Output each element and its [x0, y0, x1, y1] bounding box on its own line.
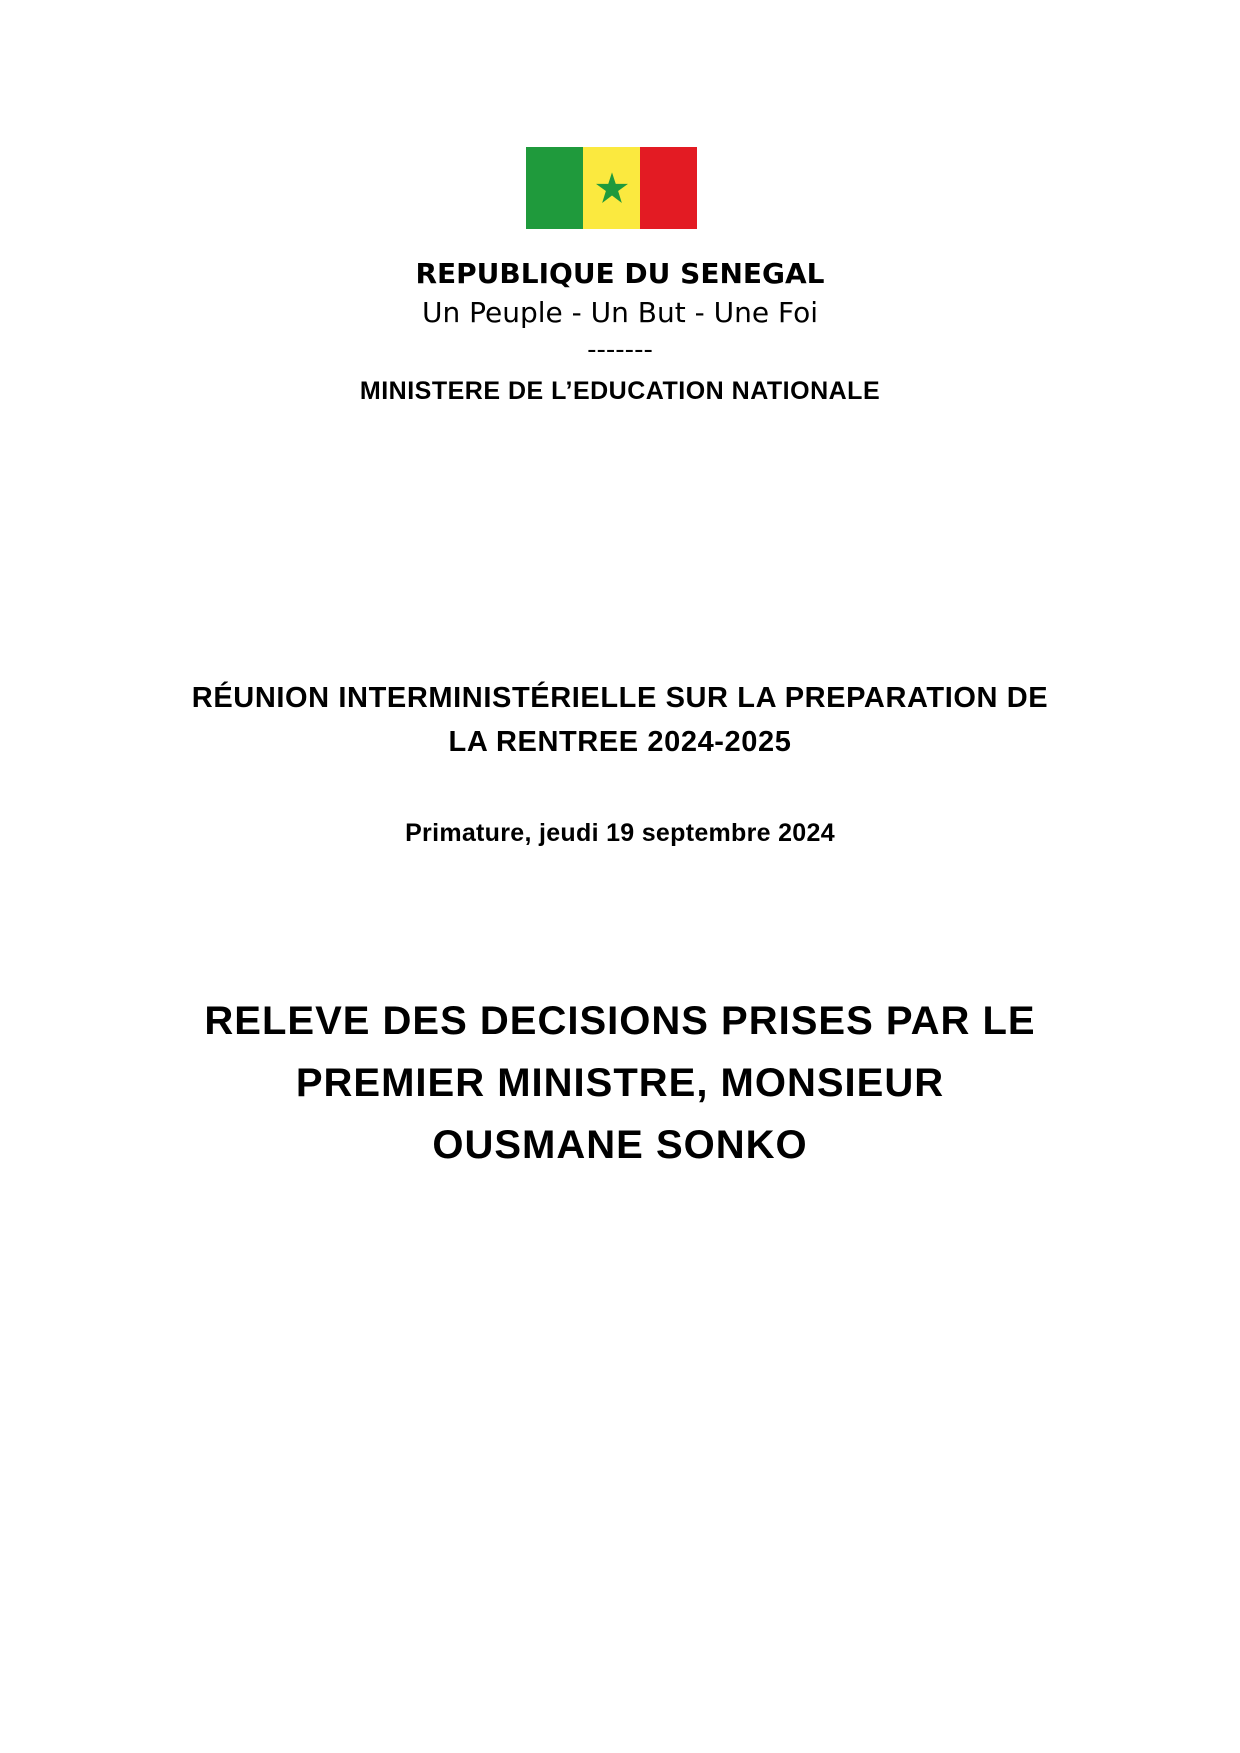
national-motto: Un Peuple - Un But - Une Foi [421, 296, 819, 329]
document-title [0, 990, 1240, 1176]
meeting-title [0, 676, 1240, 764]
flag-red-band [640, 147, 697, 229]
document-title-line-2: PREMIER MINISTRE, MONSIEUR [295, 1061, 945, 1105]
senegal-flag-icon [526, 147, 697, 229]
star-icon [595, 171, 629, 205]
ministry-name: MINISTERE DE L’EDUCATION NATIONALE [359, 377, 881, 405]
country-name: REPUBLIQUE DU SENEGAL [415, 257, 825, 290]
header-divider: ------- [587, 335, 653, 365]
flag-green-band [526, 147, 583, 229]
meeting-place-date: Primature, jeudi 19 septembre 2024 [405, 819, 835, 847]
document-title-line-1: RELEVE DES DECISIONS PRISES PAR LE [204, 999, 1036, 1043]
meeting-title-line-1: RÉUNION INTERMINISTÉRIELLE SUR LA PREPARATION DE [191, 682, 1049, 714]
document-title-line-3: OUSMANE SONKO [432, 1123, 808, 1167]
meeting-title-line-2: LA RENTREE 2024-2025 [448, 726, 792, 758]
